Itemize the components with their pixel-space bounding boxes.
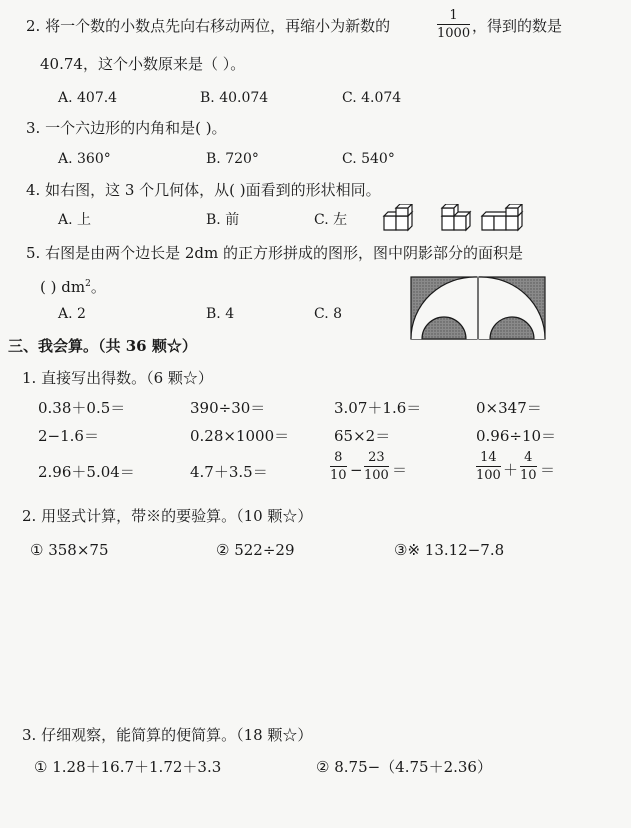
q5-line2 <box>40 274 106 297</box>
frac-expr1-d2: 100 <box>364 468 389 483</box>
q3-option-a: A. 360° <box>58 151 111 167</box>
q2-fraction-numerator: 1 <box>449 8 458 23</box>
frac-expr1-d1: 10 <box>330 468 347 483</box>
shaded-squares-figure <box>410 276 546 340</box>
cube-figure-3 <box>482 204 522 230</box>
frac-expr2-operator: ＋ <box>503 461 519 479</box>
frac-expr1-equals: ＝ <box>392 461 408 479</box>
q5-option-a: A. 2 <box>58 306 86 322</box>
frac-expr2-term2 <box>520 450 537 483</box>
q2-option-b: B. 40.074 <box>200 90 269 106</box>
calc-r2-c4: 0.96÷10＝ <box>476 427 557 445</box>
section3-part3-title: 3. 仔细观察，能简算的便简算。（18 颗☆） <box>22 726 313 744</box>
frac-expr2-n1: 14 <box>480 450 497 465</box>
frac-expr1-n2: 23 <box>368 450 385 465</box>
q3-text: 3. 一个六边形的内角和是( )。 <box>26 119 227 137</box>
q2-text-part1: 2. 将一个数的小数点先向右移动两位，再缩小为新数的 <box>26 17 391 35</box>
frac-expr1-operator: − <box>350 461 363 479</box>
q4-option-a: A. 上 <box>58 212 92 228</box>
q3-option-b: B. 720° <box>206 151 259 167</box>
calc-r1-c3: 3.07＋1.6＝ <box>334 399 422 417</box>
frac-expr2-d2: 10 <box>520 468 537 483</box>
q5-option-b: B. 4 <box>206 306 235 322</box>
q3-option-c: C. 540° <box>342 151 395 167</box>
calc-r2-c1: 2−1.6＝ <box>38 427 99 445</box>
section3-part1-title: 1. 直接写出得数。（6 颗☆） <box>22 369 213 387</box>
q4-text: 4. 如右图，这 3 个几何体，从( )面看到的形状相同。 <box>26 181 381 199</box>
cube-figures-illustration <box>382 204 547 234</box>
q2-fraction <box>437 8 470 41</box>
calc-r2-c2: 0.28×1000＝ <box>190 427 290 445</box>
frac-expr2-n2: 4 <box>524 450 533 465</box>
vertical-calc-3: ③※ 13.12−7.8 <box>394 541 505 559</box>
calc-r1-c2: 390÷30＝ <box>190 399 266 417</box>
simplify-calc-2: ② 8.75−（4.75＋2.36） <box>316 758 492 776</box>
calc-r3-c1: 2.96＋5.04＝ <box>38 463 135 481</box>
calc-r2-c3: 65×2＝ <box>334 427 391 445</box>
cube-figure-2 <box>442 204 470 230</box>
q5-text: 5. 右图是由两个边长是 2dm 的正方形拼成的图形，图中阴影部分的面积是 <box>26 244 523 262</box>
frac-expr2-equals: ＝ <box>540 461 556 479</box>
frac-expr1-term1 <box>330 450 347 483</box>
calc-r1-c1: 0.38＋0.5＝ <box>38 399 126 417</box>
cube-figure-1 <box>384 204 412 230</box>
q2-option-a: A. 407.4 <box>58 90 118 106</box>
q5-line2-end: 。 <box>90 278 106 296</box>
q2-text-part2: ，得到的数是 <box>472 17 563 35</box>
vertical-calc-2: ② 522÷29 <box>216 541 295 559</box>
q4-option-b: B. 前 <box>206 212 240 228</box>
q2-fraction-denominator: 1000 <box>437 26 471 41</box>
q4-option-c: C. 左 <box>314 212 348 228</box>
section3-part2-title: 2. 用竖式计算，带※的要验算。（10 颗☆） <box>22 507 313 525</box>
frac-expr2-d1: 100 <box>476 468 501 483</box>
frac-expr1-n1: 8 <box>334 450 343 465</box>
vertical-calc-1: ① 358×75 <box>30 541 109 559</box>
section3-title: 三、我会算。（共 36 颗☆） <box>8 337 197 355</box>
frac-expr1-term2 <box>364 450 389 483</box>
q5-option-c: C. 8 <box>314 306 343 322</box>
q2-line2: 40.74，这个小数原来是（ ）。 <box>40 55 246 73</box>
frac-expr2-term1 <box>476 450 501 483</box>
q2-option-c: C. 4.074 <box>342 90 402 106</box>
calc-r1-c4: 0×347＝ <box>476 399 542 417</box>
simplify-calc-1: ① 1.28＋16.7＋1.72＋3.3 <box>34 758 222 776</box>
q5-unit-exponent: 2 <box>85 279 91 289</box>
calc-r3-c2: 4.7＋3.5＝ <box>190 463 268 481</box>
q5-line2-blank: ( ) dm <box>40 278 86 296</box>
